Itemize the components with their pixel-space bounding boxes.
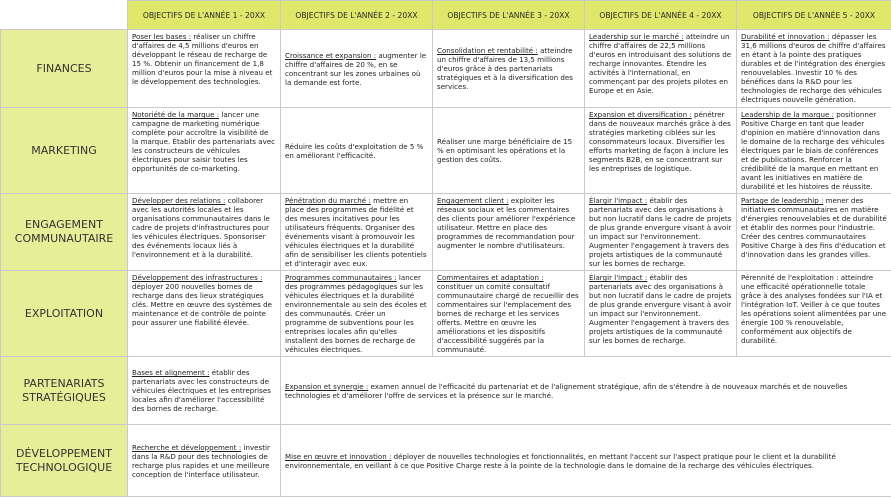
cell-developpement-y2-y5: [281, 425, 891, 497]
cell-text: augmenter le chiffre d'affaires de 20 %, en se concentrant sur les zones urbaines où la demande est forte.: [285, 51, 426, 87]
cell-text: investir dans la R&D pour des technologies de recharge plus rapides et une meilleure conception de l'interface utilisateur.: [132, 443, 270, 479]
header-row: [1, 1, 891, 30]
cell-lead: Développer des relations :: [132, 196, 225, 205]
cell-text: collaborer avec les autorités locales et les organisations communautaires dans le cadre de projets d'infrastructures pour les véhicules électriques. Sponsoriser des événements locaux liés à l'environnement et à la durabilité.: [132, 196, 270, 259]
cell-lead: Expansion et diversification :: [589, 110, 692, 119]
cell-lead: Notoriété de la marque :: [132, 110, 219, 119]
cell-text: lancer des programmes pédagogiques sur les véhicules électriques et la durabilité environnementale au sein des écoles et des communautés. Créer un programme de subventions pour les entreprises locales afin qu'elles installent des bornes de recharge de véhicules électriques.: [285, 273, 427, 354]
header-year-1: OBJECTIFS DE L'ANNÉE 1 - 20XX: [128, 1, 281, 30]
cell-partenariats-y2-y5: [281, 357, 891, 425]
cell-text: mettre en place des programmes de fidélité et des mesures incitatives pour les utilisateurs fréquents. Organiser des événements visant à promouvoir les véhicules électriques et la durabilité afin de sensibiliser les clients potentiels et d'interagir avec eux.: [285, 196, 427, 268]
cell-engagement-y4: [585, 194, 737, 271]
row-label-engagement: ENGAGEMENT COMMUNAUTAIRE: [1, 194, 128, 271]
row-finances: [1, 30, 891, 108]
cell-lead: Élargir l'impact :: [589, 273, 647, 282]
row-label-finances: FINANCES: [1, 30, 128, 108]
cell-lead: Mise en œuvre et innovation :: [285, 452, 391, 461]
cell-engagement-y3: [433, 194, 585, 271]
cell-lead: Poser les bases :: [132, 32, 191, 41]
cell-text: constituer un comité consultatif communautaire chargé de recueillir des commentaires sur l'emplacement des bornes de recharge et les services offerts. Mettre en œuvre les améliorations et les dispositifs d'accessibilité suggérés par la communauté.: [437, 282, 579, 354]
cell-text: examen annuel de l'efficacité du partenariat et de l'alignement stratégique, afin de s'étendre à de nouveaux marchés et de nouvelles technologies et d'améliorer l'offre de services et la présence sur le marché.: [285, 382, 847, 400]
cell-partenariats-y1: [128, 357, 281, 425]
cell-lead: Partage de leadership :: [741, 196, 823, 205]
cell-text: atteindre un chiffre d'affaires de 13,5 millions d'euros grâce à des partenariats stratégiques et à la diversification des services.: [437, 46, 573, 91]
cell-exploitation-y3: [433, 271, 585, 357]
header-year-5: OBJECTIFS DE L'ANNÉE 5 - 20XX: [737, 1, 891, 30]
cell-lead: Programmes communautaires :: [285, 273, 397, 282]
cell-finances-y3: [433, 30, 585, 108]
cell-lead: Engagement client :: [437, 196, 509, 205]
cell-text: établir des partenariats avec des organisations à but non lucratif dans le cadre de projets de plus grande envergure visant à avoir un impact sur l'environnement. Augmenter l'engagement à travers des projets artistiques de la communauté sur les bornes de recharge.: [589, 196, 731, 268]
cell-text: établir des partenariats avec les constructeurs de véhicules électriques et les entreprises locales afin d'améliorer l'accessibilité des bornes de recharge.: [132, 368, 271, 413]
cell-exploitation-y1: [128, 271, 281, 357]
row-developpement: [1, 425, 891, 497]
cell-lead: Leadership de la marque :: [741, 110, 834, 119]
cell-lead: Croissance et expansion :: [285, 51, 376, 60]
cell-exploitation-y4: [585, 271, 737, 357]
cell-lead: Développement des infrastructures :: [132, 273, 262, 282]
corner-cell: [1, 1, 128, 30]
header-year-4: OBJECTIFS DE L'ANNÉE 4 - 20XX: [585, 1, 737, 30]
cell-lead: Commentaires et adaptation :: [437, 273, 544, 282]
cell-text: Réaliser une marge bénéficiaire de 15 % en optimisant les opérations et la gestion des coûts.: [437, 137, 572, 164]
cell-lead: Consolidation et rentabilité :: [437, 46, 538, 55]
cell-engagement-y2: [281, 194, 433, 271]
cell-text: déployer 200 nouvelles bornes de recharge dans des lieux stratégiques clés. Mettre en œuvre des systèmes de maintenance et de contrôle de pointe pour assurer une fiabilité élevée.: [132, 282, 272, 327]
cell-text: Pérennité de l'exploitation : atteindre une efficacité opérationnelle totale grâce à des analyses fondées sur l'IA et l'intégration IoT. Veiller à ce que toutes les opérations soient alimentées par une énergie 100 % renouvelable, conformément aux objectifs de durabilité.: [741, 273, 886, 345]
cell-lead: Recherche et développement :: [132, 443, 241, 452]
cell-marketing-y1: [128, 108, 281, 194]
cell-text: déployer de nouvelles technologies et fonctionnalités, en mettant l'accent sur l'aspect pratique pour le client et la durabilité environnementale, en veillant à ce que Positive Charge reste à la pointe de la technologie dans le domaine de la recharge des véhicules électriques.: [285, 452, 836, 470]
cell-text: positionner Positive Charge en tant que leader d'opinion en matière d'innovation dans le domaine de la recharge des véhicules électriques par le biais de conférences et de publications. Renforcer la crédibilité de la marque en mettant en avant les initiatives en matière de durabilité et les histoires de réussite.: [741, 110, 885, 191]
cell-engagement-y5: [737, 194, 891, 271]
cell-lead: Élargir l'impact :: [589, 196, 647, 205]
cell-text: lancer une campagne de marketing numérique complète pour accroître la visibilité de la marque. Établir des partenariats avec les constructeurs de véhicules électriques pour saisir toutes les opportunités de co-marketing.: [132, 110, 275, 173]
cell-marketing-y3: [433, 108, 585, 194]
cell-lead: Pénétration du marché :: [285, 196, 371, 205]
cell-marketing-y5: [737, 108, 891, 194]
cell-text: réaliser un chiffre d'affaires de 4,5 millions d'euros en développant le réseau de recharge de 15 %. Obtenir un financement de 1,8 million d'euros pour la mise à niveau et le développement des technologies.: [132, 32, 272, 86]
header-year-2: OBJECTIFS DE L'ANNÉE 2 - 20XX: [281, 1, 433, 30]
cell-developpement-y1: [128, 425, 281, 497]
cell-lead: Bases et alignement :: [132, 368, 209, 377]
cell-marketing-y2: [281, 108, 433, 194]
cell-text: dépasser les 31,6 millions d'euros de chiffre d'affaires en étant à la pointe des pratiques durables et de l'intégration des énergies renouvelables. Investir 10 % des bénéfices dans la R&D pour les technologies de recharge des véhicules électriques nouvelle génération.: [741, 32, 886, 104]
row-exploitation: [1, 271, 891, 357]
row-label-marketing: MARKETING: [1, 108, 128, 194]
cell-lead: Leadership sur le marché :: [589, 32, 684, 41]
cell-lead: Durabilité et innovation :: [741, 32, 830, 41]
cell-exploitation-y5: [737, 271, 891, 357]
row-label-exploitation: EXPLOITATION: [1, 271, 128, 357]
cell-finances-y2: [281, 30, 433, 108]
cell-finances-y5: [737, 30, 891, 108]
row-engagement: [1, 194, 891, 271]
cell-text: exploiter les réseaux sociaux et les commentaires des clients pour améliorer l'expérience utilisateur. Mettre en place des programmes de recommandation pour augmenter le nombre d'utilisateurs.: [437, 196, 575, 250]
cell-lead: Expansion et synergie :: [285, 382, 368, 391]
cell-text: établir des partenariats avec des organisations à but non lucratif dans le cadre de projets de plus grande envergure visant à avoir un impact sur l'environnement. Augmenter l'engagement à travers des projets artistiques de la communauté sur les bornes de recharge.: [589, 273, 731, 345]
cell-finances-y1: [128, 30, 281, 108]
cell-text: Réduire les coûts d'exploitation de 5 % en améliorant l'efficacité.: [285, 142, 423, 160]
cell-finances-y4: [585, 30, 737, 108]
cell-text: mener des initiatives communautaires en matière d'énergies renouvelables et de durabilité et établir des normes pour l'industrie. Créer des centres communautaires Positive Charge à des fins d'éducation et d'innovation dans les grandes villes.: [741, 196, 887, 259]
row-marketing: [1, 108, 891, 194]
cell-text: atteindre un chiffre d'affaires de 22,5 millions d'euros en introduisant des solutions de recharge innovantes. Étendre les activités à l'international, en commençant par des projets pilotes en Europe et en Asie.: [589, 32, 731, 95]
cell-text: pénétrer dans de nouveaux marchés grâce à des stratégies marketing ciblées sur les consommateurs locaux. Diversifier les efforts marketing de façon à inclure les segments B2B, en se concentrant sur les entreprises de logistique.: [589, 110, 731, 173]
cell-marketing-y4: [585, 108, 737, 194]
header-year-3: OBJECTIFS DE L'ANNÉE 3 - 20XX: [433, 1, 585, 30]
row-partenariats: [1, 357, 891, 425]
cell-exploitation-y2: [281, 271, 433, 357]
cell-engagement-y1: [128, 194, 281, 271]
row-label-partenariats: PARTENARIATS STRATÉGIQUES: [1, 357, 128, 425]
row-label-developpement: DÉVELOPPEMENT TECHNOLOGIQUE: [1, 425, 128, 497]
